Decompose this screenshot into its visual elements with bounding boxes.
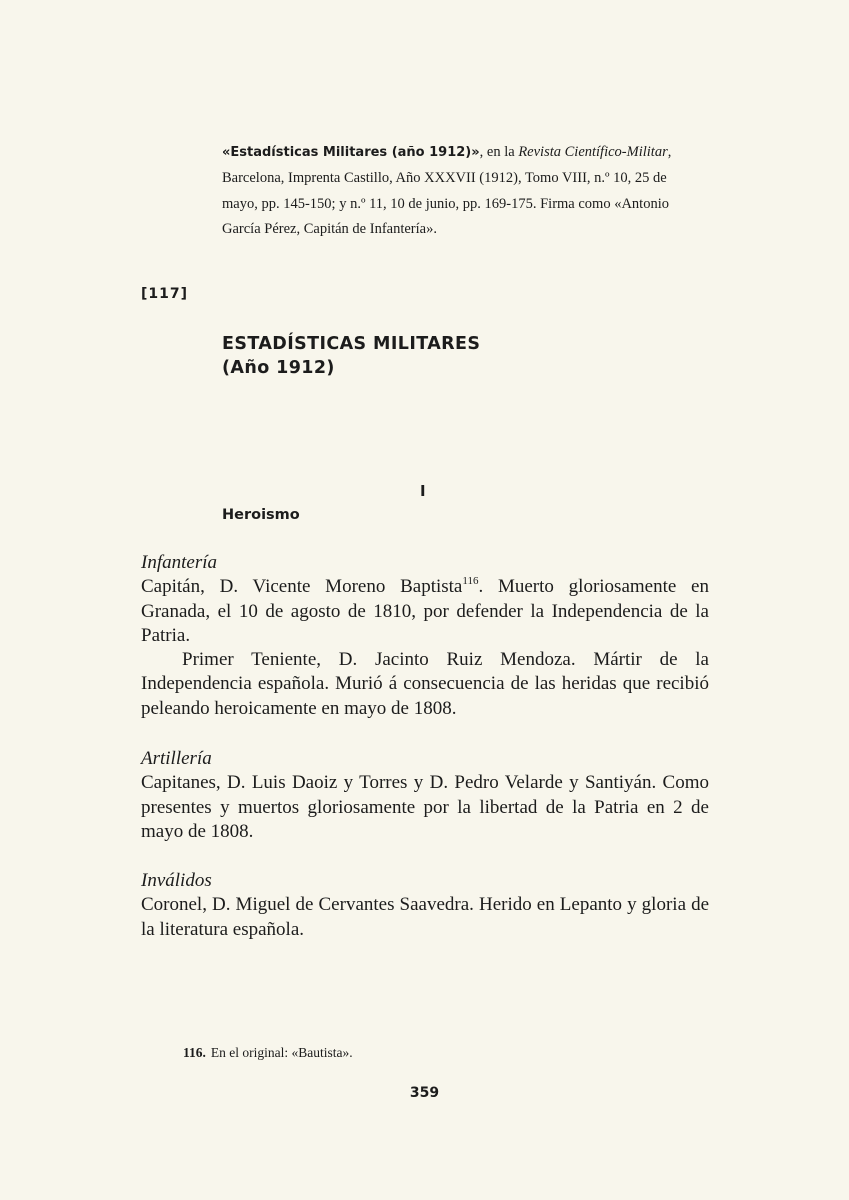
category-artilleria: Artillería — [141, 748, 212, 769]
entry-text: . Muerto gloriosamente en Granada, el 10 de agosto de 1810, por defender la Independencia de la Patria. — [141, 576, 709, 646]
section-title: Heroismo — [222, 507, 300, 523]
header-note-text-1: , en la — [479, 144, 519, 160]
page-number: 359 — [409, 1085, 440, 1101]
entry-text: Capitán, D. Vicente Moreno Baptista — [141, 576, 463, 598]
entry-invalidos — [141, 869, 709, 942]
title-line-1: ESTADÍSTICAS MILITARES — [222, 334, 481, 354]
entry-artilleria-paragraph-1: Capitanes, D. Luis Daoiz y Torres y D. Pedro Velarde y Santiyán. Como presentes y muertos gloriosamente por la libertad de la Patria en 2 de mayo de 1808. — [141, 772, 709, 842]
footnote — [183, 1045, 353, 1061]
footnote-reference[interactable]: 116 — [462, 575, 479, 588]
entry-infanteria-paragraph-2: Primer Teniente, D. Jacinto Ruiz Mendoza. Mártir de la Independencia española. Murió á consecuencia de las heridas que recibió peleando heroicamente en mayo de 1808. — [141, 649, 709, 719]
entry-artilleria — [141, 747, 709, 844]
entry-infanteria-paragraph-1 — [141, 575, 709, 648]
category-infanteria: Infantería — [141, 552, 217, 573]
section-roman-numeral: I — [420, 482, 426, 500]
entry-invalidos-paragraph-1: Coronel, D. Miguel de Cervantes Saavedra. Herido en Lepanto y gloria de la literatura española. — [141, 894, 709, 940]
footnote-number: 116. — [183, 1045, 206, 1060]
category-invalidos: Inválidos — [141, 870, 212, 891]
header-note-text-2: , Barcelona, Imprenta Castillo, Año XXXVII (1912), Tomo VIII, n.º 10, 25 de mayo, pp. 145-150; y n.º 11, 10 de junio, pp. 169-175. Firma como «Antonio García Pérez, Capitán de Infantería». — [222, 144, 672, 238]
header-note — [222, 140, 697, 243]
entry-infanteria — [141, 551, 709, 721]
title-line-2: (Año 1912) — [222, 358, 335, 378]
header-note-lead: «Estadísticas Militares (año 1912)» — [222, 145, 480, 160]
document-title — [222, 332, 480, 380]
journal-title: Revista Científico-Militar — [518, 144, 668, 160]
footnote-text: En el original: «Bautista». — [210, 1045, 353, 1060]
item-number: [117] — [141, 286, 189, 302]
